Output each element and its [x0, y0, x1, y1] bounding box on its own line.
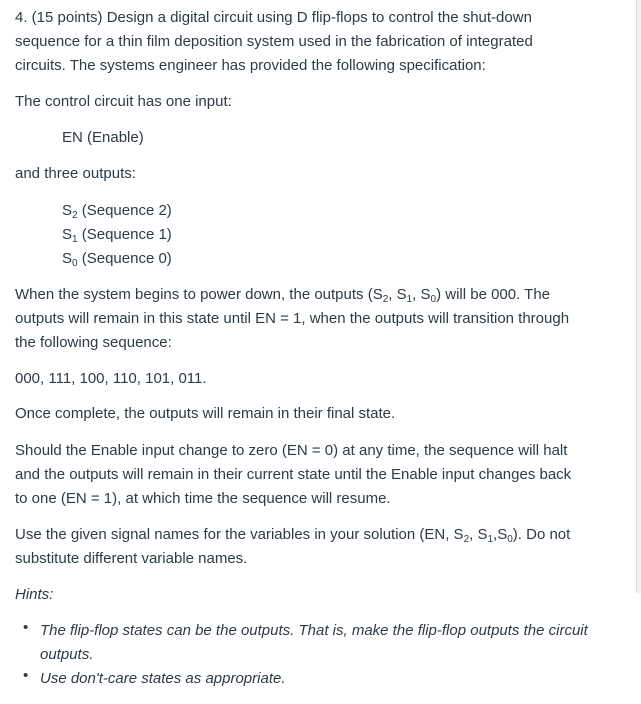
- inputs-intro-text: The control circuit has one input:: [15, 93, 232, 110]
- output-item: $S_1$ (Sequence 1): [62, 226, 172, 245]
- behavior-line: When the system begins to power down, the outputs ($S_2$, $S_1$, $S_0$) will be 000. The: [15, 286, 551, 305]
- hints-title: [15, 583, 53, 607]
- halt-line: and the outputs will remain in their current state until the Enable input changes back: [15, 466, 572, 483]
- behavior-line: outputs will remain in this state until EN = 1, when the outputs will transition through: [15, 310, 570, 327]
- bullet-icon: •: [23, 619, 29, 636]
- names-line: Use the given signal names for the variables in your solution (EN, $S_2$, $S_1,S_0$). Do not: [15, 526, 571, 545]
- hints-list: [15, 619, 620, 691]
- outputs-intro: [15, 162, 136, 186]
- complete-note: [15, 402, 395, 426]
- scrollbar-track[interactable]: [636, 0, 641, 593]
- input-en-text: EN (Enable): [62, 129, 144, 146]
- hint-line: outputs.: [40, 646, 94, 663]
- outputs-intro-text: and three outputs:: [15, 165, 136, 182]
- question-line: circuits. The systems engineer has provided the following specification:: [15, 57, 486, 74]
- bullet-icon: •: [23, 667, 29, 684]
- behavior-line: the following sequence:: [15, 334, 172, 351]
- output-item: $S_0$ (Sequence 0): [62, 250, 172, 269]
- question-line: 4. (15 points) Design a digital circuit using D flip-flops to control the shut-down: [15, 9, 532, 26]
- halt-paragraph: [15, 439, 571, 511]
- behavior-paragraph: [15, 283, 569, 355]
- names-line: substitute different variable names.: [15, 550, 248, 567]
- sequence: [15, 367, 207, 391]
- complete-text: Once complete, the outputs will remain in their final state.: [15, 405, 396, 422]
- hint-item: [15, 619, 620, 667]
- hint-item: [15, 667, 620, 691]
- hints-title-text: Hints:: [15, 586, 54, 603]
- hint-line: The flip-flop states can be the outputs. That is, make the flip-flop outputs the circuit: [40, 622, 588, 639]
- output-item: $S_2$ (Sequence 2): [62, 202, 172, 221]
- question-line: sequence for a thin film deposition system used in the fabrication of integrated: [15, 33, 533, 50]
- input-en: [15, 126, 144, 150]
- question-intro: [15, 6, 533, 78]
- names-paragraph: [15, 523, 570, 571]
- outputs-list: [15, 199, 172, 271]
- halt-line: Should the Enable input change to zero (EN = 0) at any time, the sequence will halt: [15, 442, 568, 459]
- hint-line: Use don't-care states as appropriate.: [40, 670, 286, 687]
- halt-line: to one (EN = 1), at which time the sequence will resume.: [15, 490, 391, 507]
- sequence-text: 000, 111, 100, 110, 101, 011.: [15, 370, 207, 387]
- inputs-intro: [15, 90, 232, 114]
